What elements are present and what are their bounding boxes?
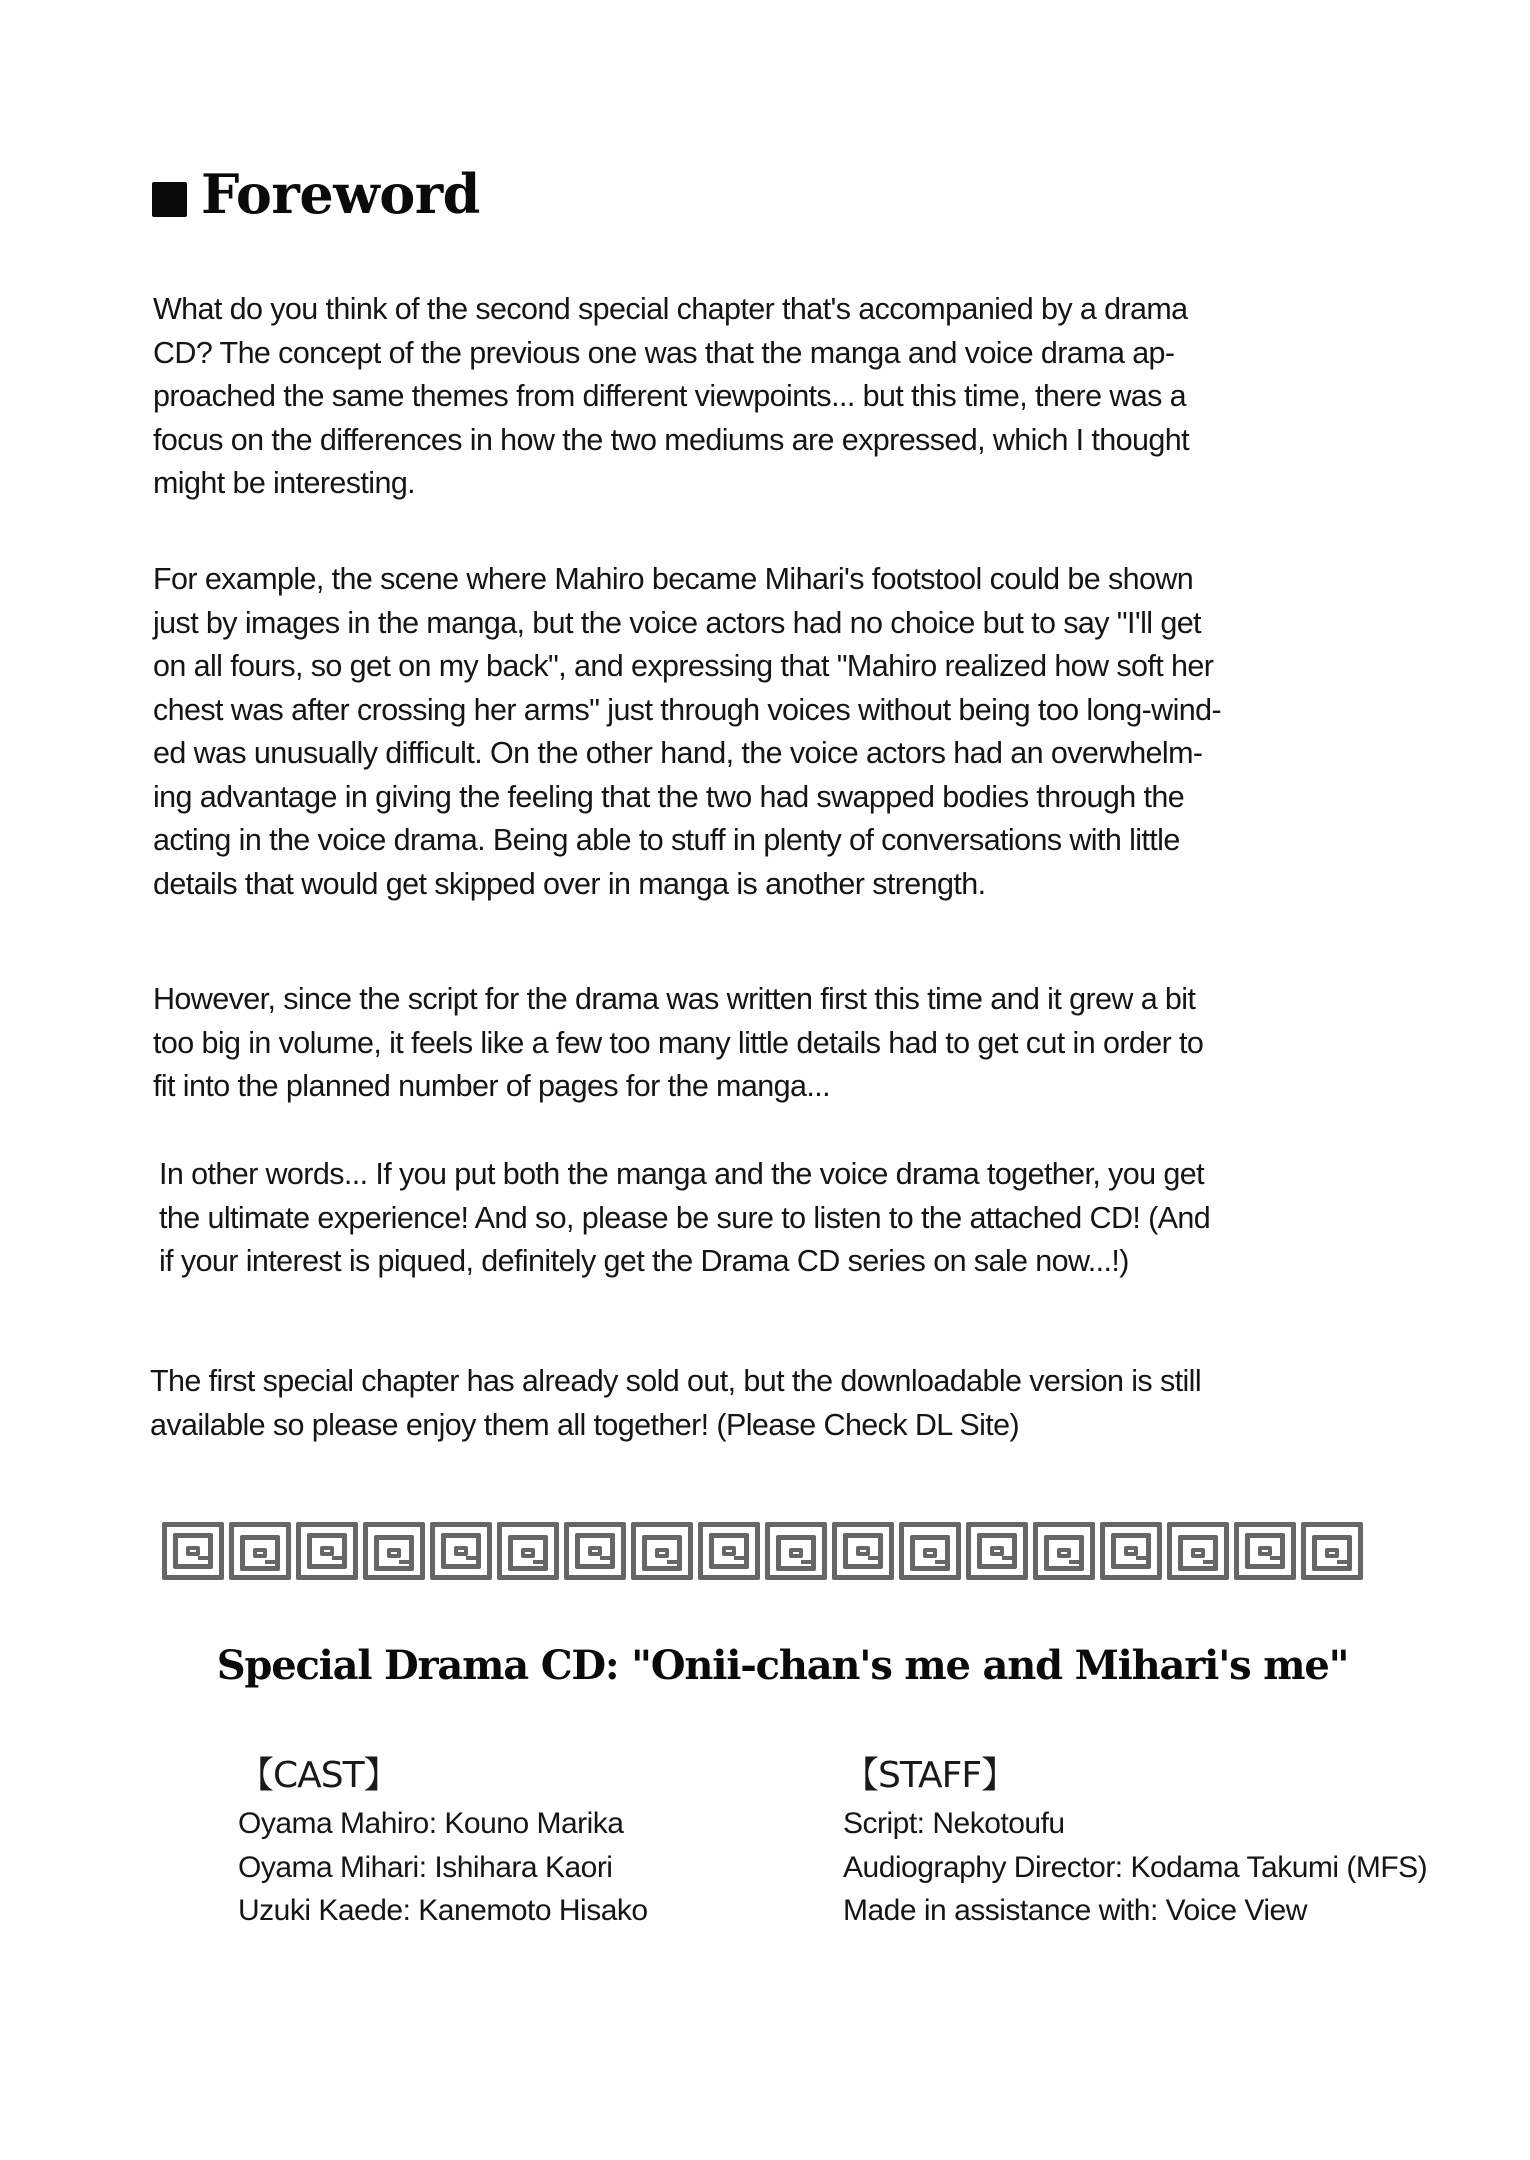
meander-tile-icon bbox=[1033, 1522, 1095, 1580]
meander-tile-icon bbox=[162, 1522, 224, 1580]
cast-item: Uzuki Kaede: Kanemoto Hisako bbox=[238, 1894, 648, 1927]
paragraph-first-chapter bbox=[150, 1360, 1201, 1447]
paragraph-line: However, since the script for the drama was written first this time and it grew a bit bbox=[153, 982, 1196, 1016]
staff-item: Made in assistance with: Voice View bbox=[843, 1894, 1307, 1927]
staff-section bbox=[843, 1752, 1427, 1933]
paragraph-line: ing advantage in giving the feeling that the two had swapped bodies through the bbox=[153, 779, 1185, 814]
meander-tile-icon bbox=[564, 1522, 626, 1580]
paragraph-line: the ultimate experience! And so, please be sure to listen to the attached CD! (And bbox=[159, 1200, 1211, 1235]
black-square-bullet-icon bbox=[152, 182, 187, 217]
cast-item: Oyama Mihari: Ishihara Kaori bbox=[238, 1850, 613, 1884]
paragraph-line: if your interest is piqued, definitely get the Drama CD series on sale now...!) bbox=[159, 1244, 1129, 1278]
heading-title: Foreword bbox=[201, 162, 480, 226]
paragraph-line: might be interesting. bbox=[153, 466, 416, 500]
paragraph-intro bbox=[153, 288, 1189, 506]
meander-tile-icon bbox=[296, 1522, 358, 1580]
meander-tile-icon bbox=[363, 1522, 425, 1580]
meander-tile-icon bbox=[631, 1522, 693, 1580]
paragraph-line: For example, the scene where Mahiro became Mihari's footstool could be shown bbox=[153, 562, 1194, 596]
paragraph-line: on all fours, so get on my back", and expressing that "Mahiro realized how soft her bbox=[153, 649, 1214, 683]
drama-cd-title: Special Drama CD: "Onii-chan's me and Mihari's me" bbox=[216, 1642, 1349, 1689]
greek-key-divider bbox=[162, 1522, 1368, 1582]
meander-tile-icon bbox=[698, 1522, 760, 1580]
paragraph-however bbox=[153, 978, 1203, 1109]
cast-item: Oyama Mahiro: Kouno Marika bbox=[238, 1807, 624, 1840]
meander-tile-icon bbox=[1234, 1522, 1296, 1580]
paragraph-line: What do you think of the second special chapter that's accompanied by a drama bbox=[153, 292, 1188, 326]
meander-tile-icon bbox=[832, 1522, 894, 1580]
staff-item: Audiography Director: Kodama Takumi (MFS) bbox=[843, 1850, 1428, 1884]
meander-tile-icon bbox=[1100, 1522, 1162, 1580]
paragraph-line: too big in volume, it feels like a few too many little details had to get cut in order to bbox=[153, 1025, 1204, 1060]
paragraph-line: available so please enjoy them all together! (Please Check DL Site) bbox=[150, 1407, 1020, 1442]
paragraph-line: focus on the differences in how the two mediums are expressed, which I thought bbox=[153, 422, 1189, 457]
meander-tile-icon bbox=[430, 1522, 492, 1580]
paragraph-example bbox=[153, 558, 1221, 906]
paragraph-line: acting in the voice drama. Being able to stuff in plenty of conversations with little bbox=[153, 823, 1180, 857]
meander-tile-icon bbox=[497, 1522, 559, 1580]
paragraph-line: proached the same themes from different viewpoints... but this time, there was a bbox=[153, 379, 1187, 413]
meander-tile-icon bbox=[899, 1522, 961, 1580]
staff-item: Script: Nekotoufu bbox=[843, 1807, 1065, 1840]
paragraph-line: CD? The concept of the previous one was that the manga and voice drama ap- bbox=[153, 335, 1175, 370]
meander-tile-icon bbox=[1167, 1522, 1229, 1580]
paragraph-line: chest was after crossing her arms" just through voices without being too long-wind- bbox=[153, 692, 1222, 727]
foreword-heading bbox=[152, 162, 480, 226]
paragraph-line: ed was unusually difficult. On the other hand, the voice actors had an overwhelm- bbox=[153, 736, 1203, 770]
meander-tile-icon bbox=[765, 1522, 827, 1580]
paragraph-other-words bbox=[159, 1153, 1210, 1284]
paragraph-line: details that would get skipped over in manga is another strength. bbox=[153, 866, 986, 901]
meander-tile-icon bbox=[966, 1522, 1028, 1580]
meander-tile-icon bbox=[1301, 1522, 1363, 1580]
cast-section bbox=[238, 1752, 648, 1933]
staff-heading: 【STAFF】 bbox=[843, 1755, 1017, 1796]
cast-heading: 【CAST】 bbox=[238, 1755, 399, 1796]
paragraph-line: In other words... If you put both the manga and the voice drama together, you get bbox=[159, 1157, 1205, 1191]
meander-tile-icon bbox=[229, 1522, 291, 1580]
paragraph-line: just by images in the manga, but the voice actors had no choice but to say "I'll get bbox=[153, 605, 1201, 640]
paragraph-line: The first special chapter has already sold out, but the downloadable version is still bbox=[150, 1364, 1201, 1398]
paragraph-line: fit into the planned number of pages for the manga... bbox=[153, 1069, 830, 1103]
